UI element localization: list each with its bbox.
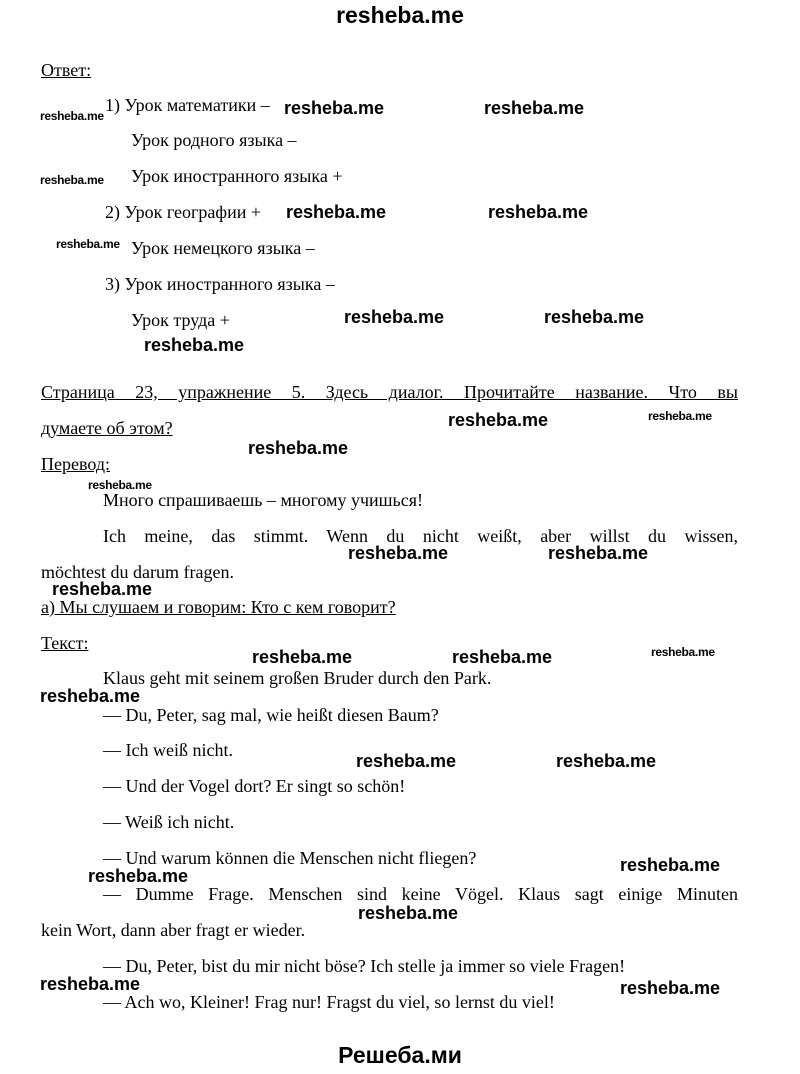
watermark: resheba.me	[448, 410, 549, 430]
text-line-1: Klaus geht mit seinem großen Bruder durch den Park.	[103, 668, 492, 688]
watermark: resheba.me	[651, 645, 715, 659]
text-line-8: — Ach wo, Kleiner! Frag nur! Fragst du viel, so lernst du viel!	[103, 992, 555, 1012]
text-heading: Текст:	[41, 633, 89, 653]
text-line-6: — Und warum können die Menschen nicht fliegen?	[103, 848, 477, 868]
watermark: resheba.me	[358, 903, 459, 923]
translation-heading: Перевод:	[41, 454, 110, 474]
watermark: resheba.me	[648, 409, 712, 423]
answer-heading: Ответ:	[41, 60, 92, 80]
watermark: resheba.me	[356, 751, 457, 771]
watermark: resheba.me	[40, 974, 141, 994]
watermark: resheba.me	[40, 109, 104, 123]
watermark: resheba.me	[344, 307, 445, 327]
watermark: resheba.me	[556, 751, 657, 771]
answer-line-3: Урок иностранного языка +	[131, 166, 343, 186]
watermark: resheba.me	[548, 543, 649, 563]
watermark: resheba.me	[252, 647, 353, 667]
text-line-2: — Du, Peter, sag mal, wie heißt diesen Baum?	[103, 705, 439, 725]
watermark: resheba.me	[88, 866, 189, 886]
site-footer: Решеба.ми	[338, 1042, 462, 1068]
text-long-line-1: — Dumme Frage. Menschen sind keine Vögel. Klaus sagt einige Minuten	[103, 884, 738, 904]
text-line-3: — Ich weiß nicht.	[103, 740, 233, 760]
exercise-title-line-2: думаете об этом?	[41, 418, 173, 438]
watermark: resheba.me	[488, 202, 589, 222]
text-line-7: — Du, Peter, bist du mir nicht böse? Ich stelle ja immer so viele Fragen!	[103, 956, 626, 976]
site-header: resheba.me	[336, 2, 464, 28]
translation-proverb: Много спрашиваешь – многому учишься!	[103, 490, 424, 510]
translation-para-line-2: möchtest du darum fragen.	[41, 562, 234, 582]
answer-line-1: 1) Урок математики –	[105, 95, 270, 115]
watermark: resheba.me	[52, 579, 153, 599]
watermark: resheba.me	[144, 335, 245, 355]
answer-line-6: 3) Урок иностранного языка –	[105, 274, 335, 294]
exercise-title-line-1: Страница 23, упражнение 5. Здесь диалог. Прочитайте название. Что вы	[41, 382, 738, 402]
watermark: resheba.me	[452, 647, 553, 667]
watermark: resheba.me	[56, 237, 120, 251]
watermark: resheba.me	[40, 686, 141, 706]
watermark: resheba.me	[284, 98, 385, 118]
watermark: resheba.me	[620, 978, 721, 998]
watermark: resheba.me	[348, 543, 449, 563]
text-line-4: — Und der Vogel dort? Er singt so schön!	[103, 776, 406, 796]
answer-line-7: Урок труда +	[131, 310, 230, 330]
watermark: resheba.me	[544, 307, 645, 327]
watermark: resheba.me	[484, 98, 585, 118]
translation-para-line-1: Ich meine, das stimmt. Wenn du nicht weißt, aber willst du wissen,	[103, 526, 738, 546]
answer-line-5: Урок немецкого языка –	[131, 238, 315, 258]
watermark: resheba.me	[40, 173, 104, 187]
watermark: resheba.me	[88, 478, 152, 492]
watermark: resheba.me	[286, 202, 387, 222]
text-line-5: — Weiß ich nicht.	[103, 812, 235, 832]
watermark: resheba.me	[620, 855, 721, 875]
answer-line-4: 2) Урок географии +	[105, 202, 261, 222]
text-long-line-2: kein Wort, dann aber fragt er wieder.	[41, 920, 306, 940]
answer-line-2: Урок родного языка –	[131, 130, 297, 150]
task-a-title: а) Мы слушаем и говорим: Кто с кем говорит?	[41, 597, 396, 617]
watermark: resheba.me	[248, 438, 349, 458]
